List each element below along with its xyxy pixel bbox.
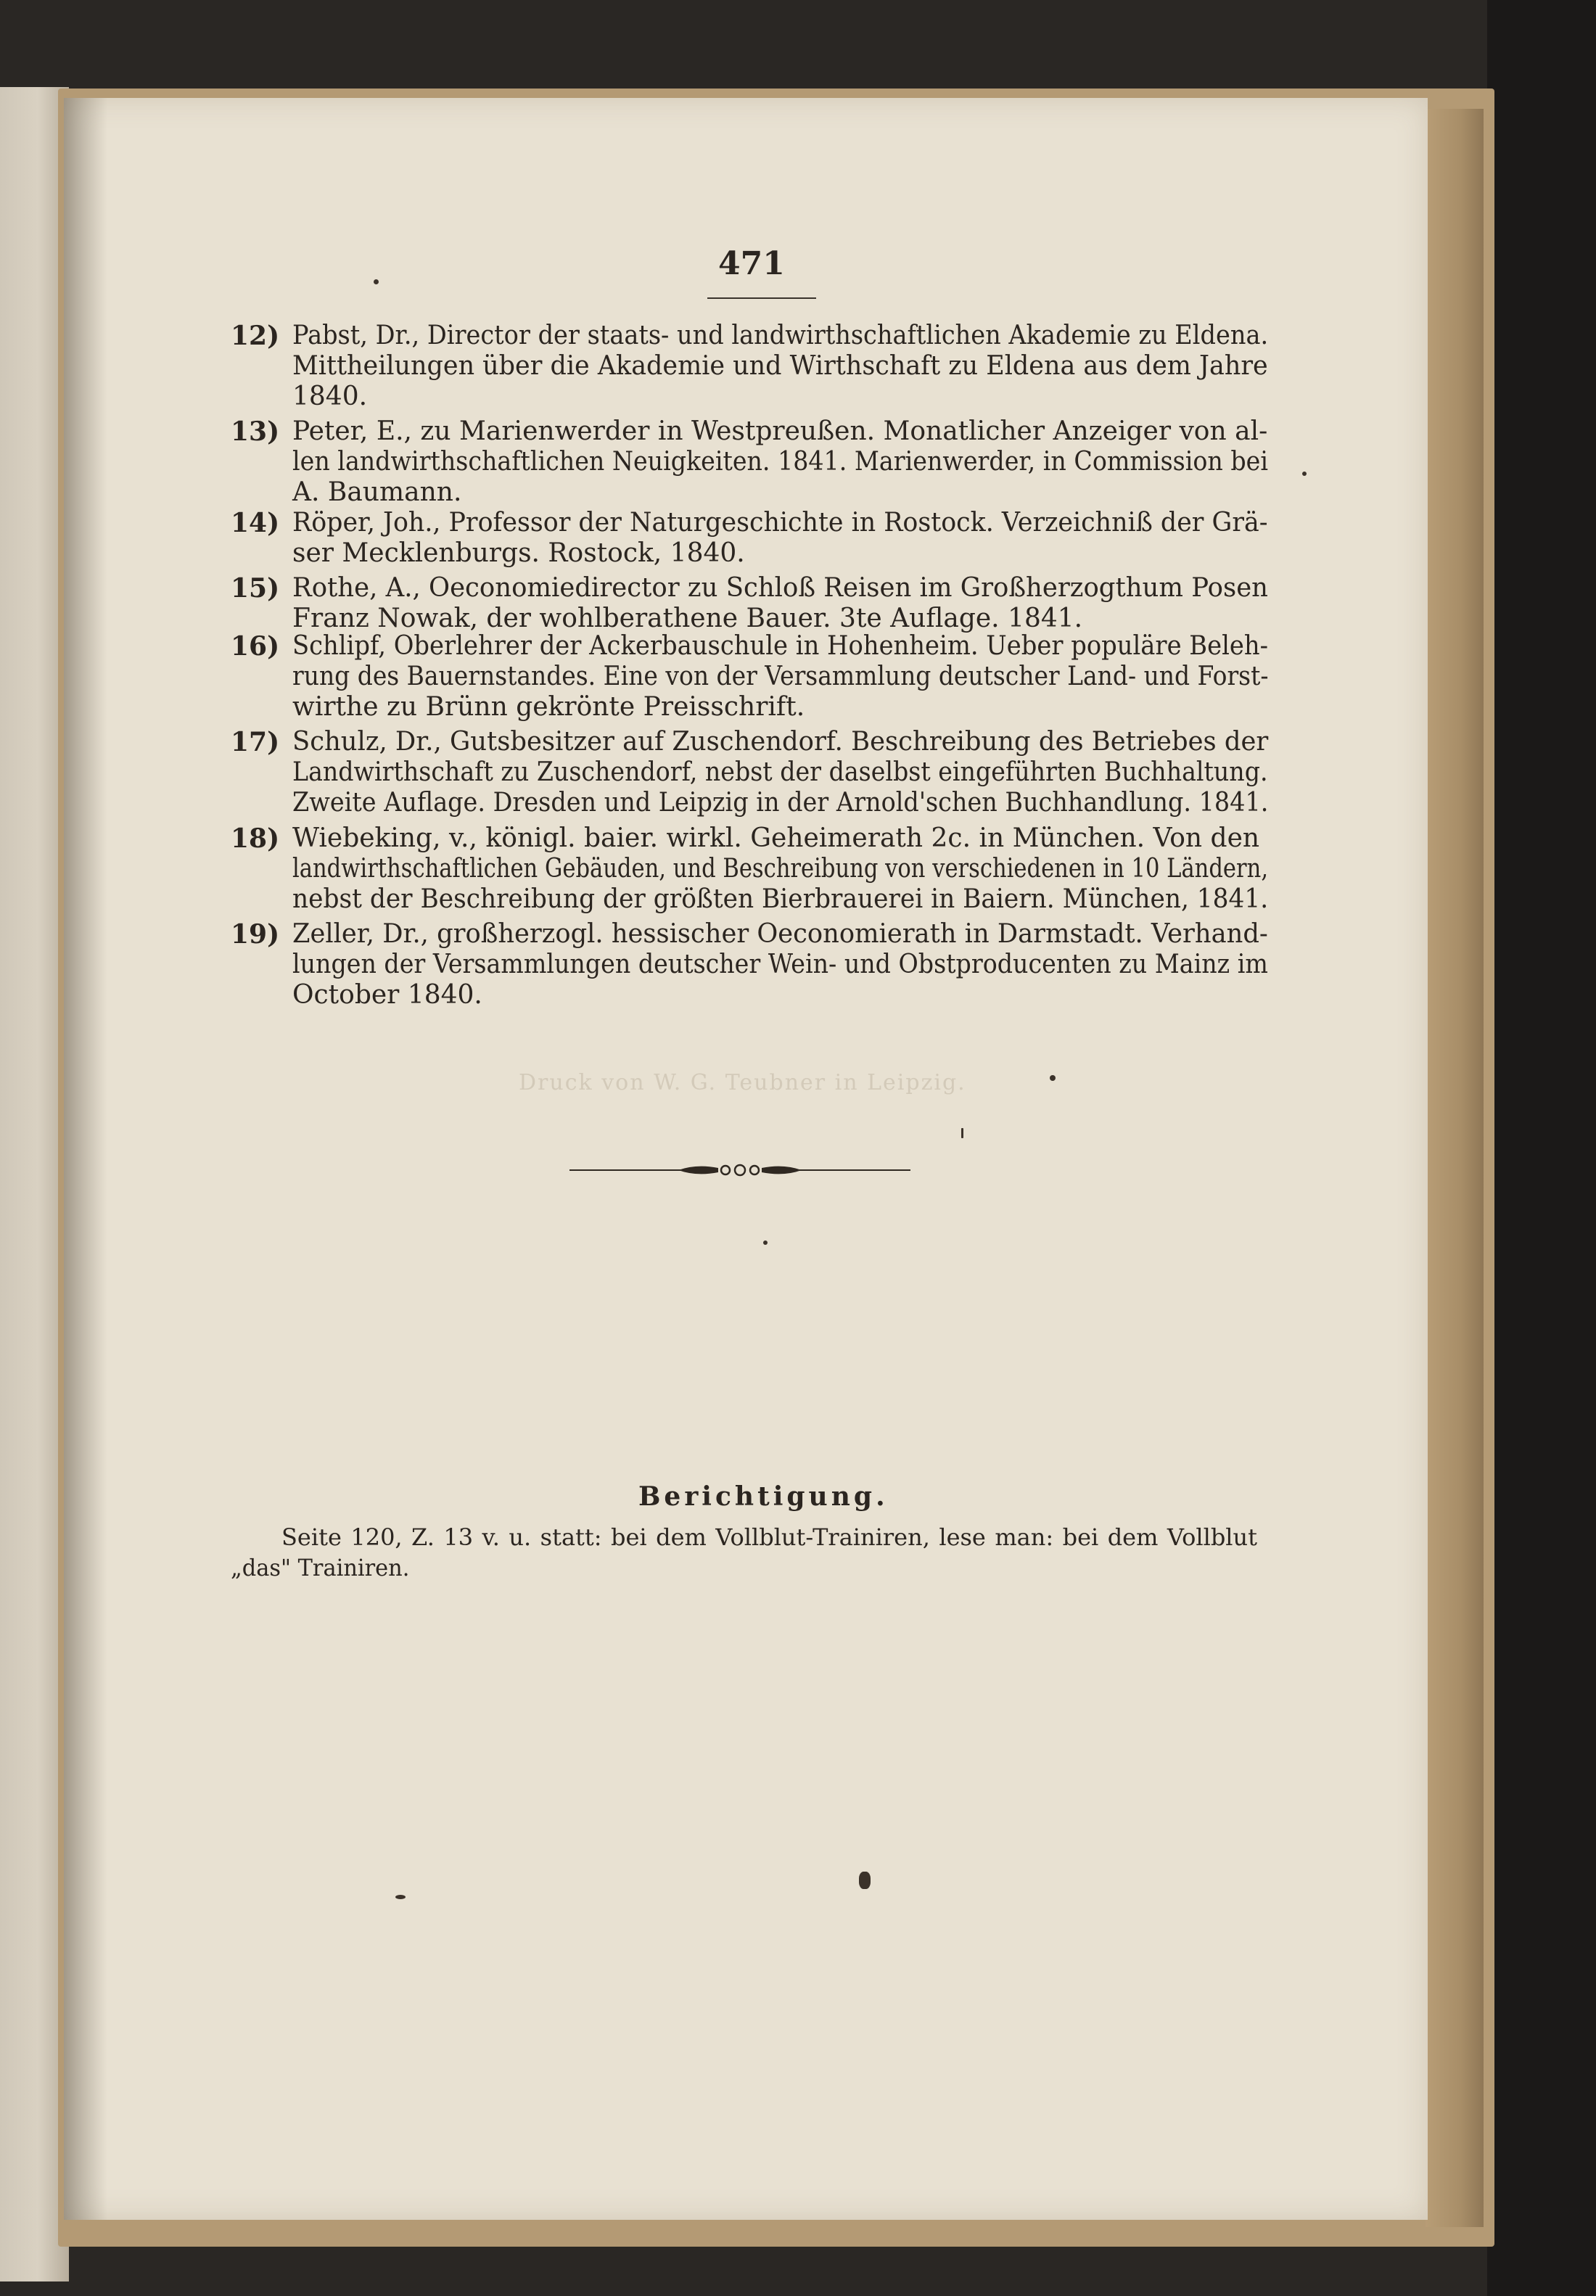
book-cover-edge	[1426, 109, 1484, 2227]
entry-text	[292, 823, 1268, 915]
entry-number: 12)	[231, 321, 280, 351]
entry-number: 13)	[231, 416, 280, 447]
header-rule	[707, 297, 816, 299]
entry-line: len landwirthschaftlichen Neuigkeiten. 1841. Marienwerder, in Commission bei	[292, 447, 1268, 477]
corrigendum-line: Seite 120, Z. 13 v. u. statt: bei dem Vollblut-Trainiren, lese man: bei dem Vollblut	[281, 1523, 1257, 1551]
entry-line: Zweite Auflage. Dresden und Leipzig in der Arnold'schen Buchhandlung. 1841.	[292, 788, 1269, 818]
entry-line: Landwirthschaft zu Zuschendorf, nebst der daselbst eingeführten Buchhaltung.	[292, 757, 1268, 787]
dark-background	[1487, 0, 1596, 2296]
entry-line: A. Baumann.	[292, 477, 462, 507]
entry-number: 16)	[231, 631, 280, 662]
entry-text	[292, 321, 1268, 412]
entry-number: 15)	[231, 573, 280, 604]
entry-line: Schulz, Dr., Gutsbesitzer auf Zuschendorf. Beschreibung des Betriebes der	[292, 727, 1269, 757]
entry-line: lungen der Versammlungen deutscher Wein- und Obstproducenten zu Mainz im	[292, 950, 1268, 979]
entry-text	[292, 416, 1268, 508]
decorative-divider-ornament	[569, 1159, 910, 1181]
paper-speck	[395, 1895, 406, 1899]
entry-number: 18)	[231, 823, 280, 854]
page-number: 471	[718, 245, 785, 282]
entry-line: 1840.	[292, 382, 368, 411]
entry-line: October 1840.	[292, 980, 482, 1010]
entry-number: 17)	[231, 727, 280, 757]
entry-line: Mittheilungen über die Akademie und Wirthschaft zu Eldena aus dem Jahre	[292, 351, 1268, 381]
entry-text	[292, 919, 1268, 1011]
entry-text	[292, 573, 1268, 634]
paper-speck	[859, 1872, 871, 1889]
entry-line: Zeller, Dr., großherzogl. hessischer Oeconomierath in Darmstadt. Verhand-	[292, 919, 1268, 949]
faded-printer-imprint: Druck von W. G. Teubner in Leipzig.	[519, 1070, 966, 1095]
entry-line: Rothe, A., Oeconomiedirector zu Schloß Reisen im Großherzogthum Posen	[292, 573, 1269, 603]
paper-speck	[1302, 472, 1307, 476]
paper-speck	[763, 1240, 768, 1245]
corrigendum-title: Berichtigung.	[638, 1481, 889, 1512]
corrigendum-line: „das" Trainiren.	[231, 1554, 410, 1581]
entry-line: Peter, E., zu Marienwerder in Westpreußen. Monatlicher Anzeiger von al-	[292, 416, 1268, 446]
entry-line: Röper, Joh., Professor der Naturgeschichte in Rostock. Verzeichniß der Grä-	[292, 508, 1268, 538]
entry-line: rung des Bauernstandes. Eine von der Versammlung deutscher Land- und Forst-	[292, 662, 1269, 691]
entry-line: ser Mecklenburgs. Rostock, 1840.	[292, 538, 745, 568]
gutter-shadow	[64, 98, 107, 2220]
corrigendum-text	[231, 1522, 1257, 1583]
entry-line: Pabst, Dr., Director der staats- und landwirthschaftlichen Akademie zu Eldena.	[292, 321, 1269, 350]
entry-text	[292, 631, 1268, 723]
paper-speck	[1050, 1075, 1056, 1081]
entry-line: Franz Nowak, der wohlberathene Bauer. 3te Auflage. 1841.	[292, 604, 1083, 633]
entry-number: 14)	[231, 508, 280, 538]
paper-speck	[374, 279, 379, 284]
entry-text	[292, 727, 1268, 818]
entry-text	[292, 508, 1268, 569]
entry-line: Schlipf, Oberlehrer der Ackerbauschule in Hohenheim. Ueber populäre Beleh-	[292, 631, 1269, 661]
entry-line: nebst der Beschreibung der größten Bierbrauerei in Baiern. München, 1841.	[292, 884, 1269, 914]
entry-line: landwirthschaftlichen Gebäuden, und Beschreibung von verschiedenen in 10 Ländern,	[292, 854, 1269, 884]
entry-line: wirthe zu Brünn gekrönte Preisschrift.	[292, 692, 805, 722]
entry-line: Wiebeking, v., königl. baier. wirkl. Geheimerath 2c. in München. Von den	[292, 823, 1260, 853]
paper-speck	[961, 1128, 963, 1138]
entry-number: 19)	[231, 919, 280, 950]
